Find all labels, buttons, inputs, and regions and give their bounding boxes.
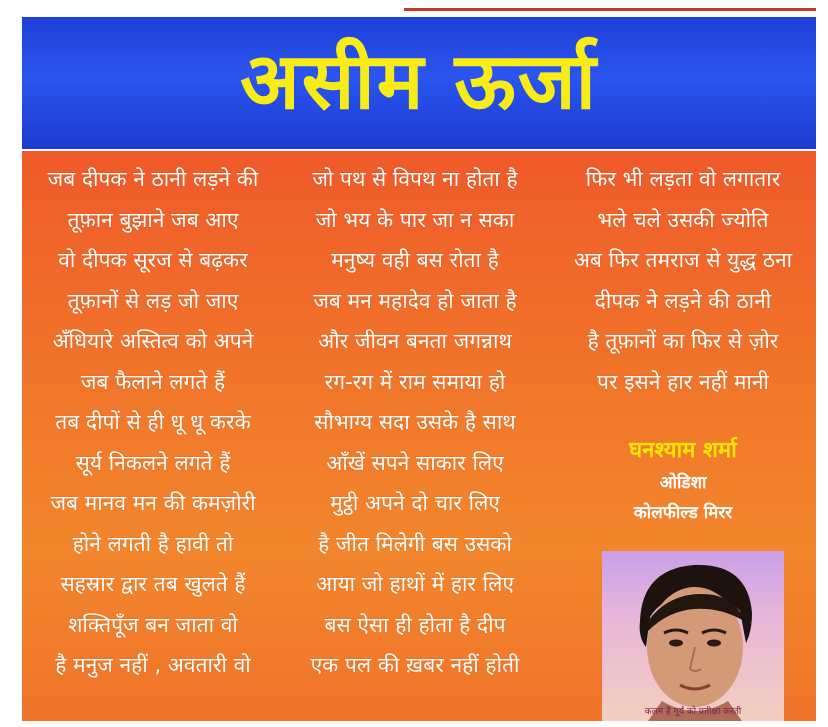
poem-line: अब फिर तमराज से युद्ध ठना [573, 248, 793, 272]
poem-line: आँखें सपने साकार लिए [326, 450, 504, 475]
poem-column-1 [22, 159, 284, 686]
author-photo [602, 551, 784, 721]
poem-line: जब दीपक ने ठानी लड़ने की [47, 167, 259, 191]
poem-line: सौभाग्य सदा उसके है साथ [314, 410, 516, 434]
poem-line: अँधियारे अस्तित्व को अपने [52, 329, 254, 353]
poem-panel [22, 151, 816, 721]
author-block [550, 434, 816, 528]
poem-line: है मनुज नहीं , अवतारी वो [55, 653, 251, 677]
poem-line: रग-रग में राम समाया हो [324, 369, 506, 394]
poem-line: पर इसने हार नहीं मानी [597, 369, 769, 394]
header-banner [22, 17, 816, 149]
poem-line: जो भय के पार जा न सका [315, 207, 515, 232]
poem-line: जब मानव मन की कमज़ोरी [50, 491, 256, 515]
poem-line: मुट्ठी अपने दो चार लिए [330, 491, 500, 515]
poem-line: तूफ़ान बुझाने जब आए [67, 207, 239, 232]
author-name: घनश्याम शर्मा [629, 438, 737, 463]
poem-line: फिर भी लड़ता वो लगातार [585, 167, 781, 191]
poem-line: सूर्य निकलने लगते हैं [75, 450, 231, 475]
author-portrait-icon [602, 551, 784, 721]
poem-line: होने लगती है हावी तो [72, 531, 234, 556]
poem-line: जब फैलाने लगते हैं [80, 369, 226, 394]
poem-line: जो पथ से विपथ ना होता है [312, 167, 518, 191]
poem-line: आया जो हाथों में हार लिए [316, 572, 514, 596]
poem-line: जब मन महादेव हो जाता है [313, 288, 517, 313]
poem-line: शक्तिपूँज बन जाता वो [68, 612, 238, 637]
poem-line: और जीवन बनता जगन्नाथ [318, 329, 512, 353]
top-rule [404, 8, 816, 11]
poem-line: दीपक ने लड़ने की ठानी [594, 288, 772, 313]
page-title: असीम ऊर्जा [240, 37, 598, 127]
photo-caption: कलम है गूर्य को प्रतीक्षा करती [644, 707, 742, 717]
poem-line: है जीत मिलेगी बस उसको [318, 531, 512, 556]
poem-line: मनुष्य वही बस रोता है [331, 248, 499, 272]
poem-column-3 [550, 159, 816, 402]
poem-line: भले चले उसकी ज्योति [597, 207, 769, 232]
poem-line: वो दीपक सूरज से बढ़कर [58, 248, 248, 272]
poem-line: है तूफ़ानों का फिर से ज़ोर [587, 329, 779, 353]
poem-line: बस ऐसा ही होता है दीप [324, 612, 506, 637]
poem-line: एक पल की ख़बर नहीं होती [310, 653, 520, 677]
author-publication: कोलफील्ड मिरर [633, 503, 733, 523]
author-place: ओडिशा [659, 473, 707, 493]
poem-column-2 [284, 159, 546, 686]
poem-line: सहस्रार द्वार तब खुलते हैं [60, 572, 246, 596]
poem-line: तब दीपों से ही धू धू करके [55, 410, 251, 434]
poem-line: तूफ़ानों से लड़ जो जाए [67, 288, 239, 313]
